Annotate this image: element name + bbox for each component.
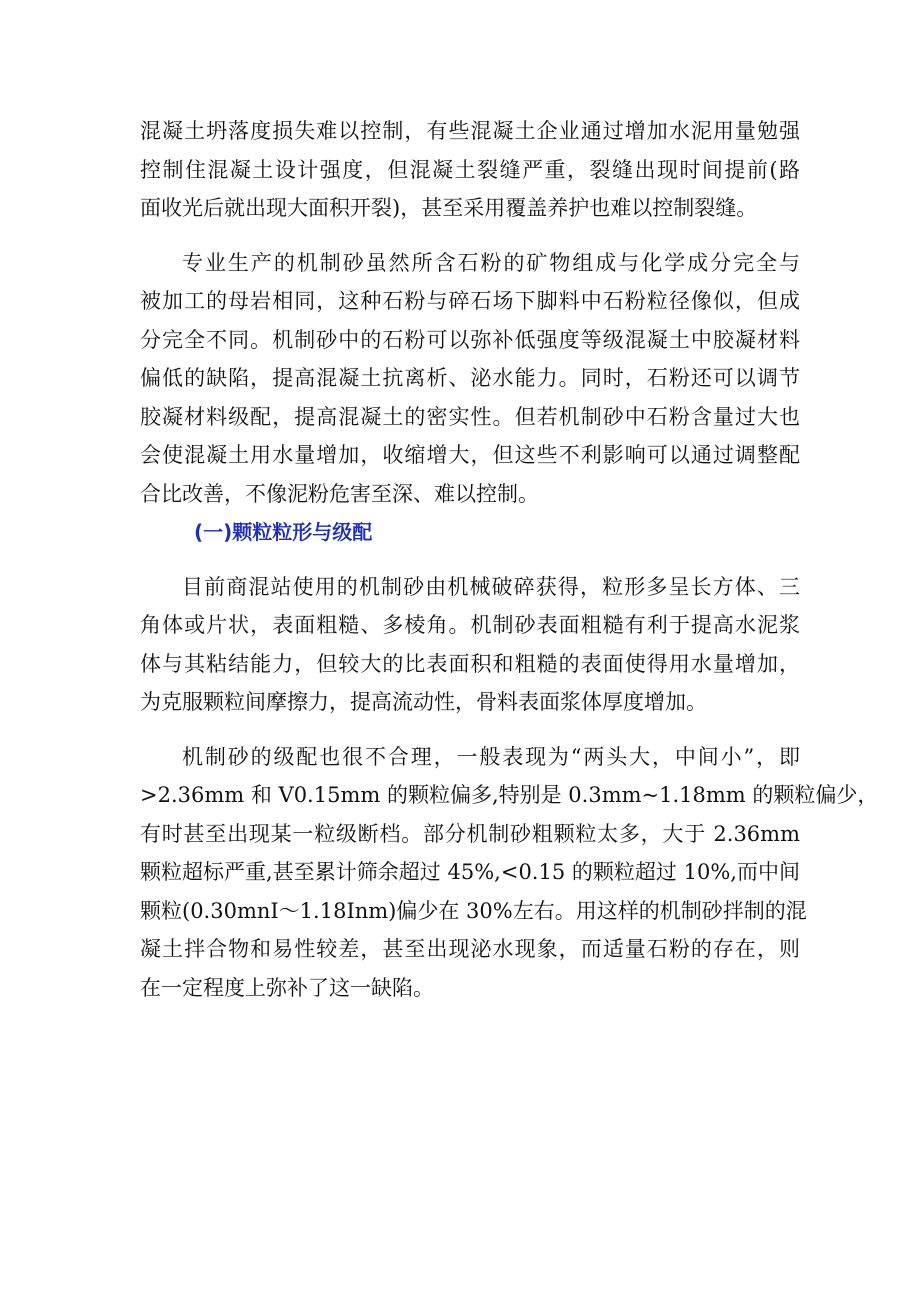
paragraph-slump-cracking xyxy=(140,112,800,228)
text-line: 面收光后就出现大面积开裂)，甚至采用覆盖养护也难以控制裂缝。 xyxy=(140,196,758,220)
text-line: 目前商混站使用的机制砂由机械破碎获得，粒形多呈长方体、三 xyxy=(182,574,800,599)
document-body xyxy=(140,112,879,1007)
text-line: 被加工的母岩相同，这种石粉与碎石场下脚料中石粉粒径像似，但成 xyxy=(140,289,800,313)
text-line: 体与其粘结能力，但较大的比表面积和粗糙的表面使得用水量增加， xyxy=(140,651,800,676)
text-line: 颗粒(0.30mnI～1.18Inm)偏少在 30%左右。用这样的机制砂拌制的混 xyxy=(140,898,807,923)
text-line: 分完全不同。机制砂中的石粉可以弥补低强度等级混凝土中胶凝材料 xyxy=(140,327,800,352)
text-line: 混凝土坍落度损失难以控制，有些混凝土企业通过增加水泥用量勉强 xyxy=(140,119,800,143)
paragraph-stone-powder xyxy=(140,244,800,514)
text-line: 胶凝材料级配，提高混凝土的密实性。但若机制砂中石粉含量过大也 xyxy=(140,404,800,429)
paragraph-gradation xyxy=(140,738,879,1008)
text-line: 专业生产的机制砂虽然所含石粉的矿物组成与化学成分完全与 xyxy=(182,250,800,275)
text-line: 机制砂的级配也很不合理，一般表现为“两头大，中间小”，即 xyxy=(182,744,800,769)
section-heading: (一)颗粒粒形与级配 xyxy=(194,520,373,544)
text-line: 在一定程度上弥补了这一缺陷。 xyxy=(140,975,434,1000)
text-line: 合比改善，不像泥粉危害至深、难以控制。 xyxy=(140,481,539,506)
text-line: 角体或片状，表面粗糙、多棱角。机制砂表面粗糙有利于提高水泥浆 xyxy=(140,613,800,637)
text-line: 控制住混凝土设计强度，但混凝土裂缝严重，裂缝出现时间提前(路 xyxy=(140,157,800,182)
text-line: 颗粒超标严重,甚至累计筛余超过 45%,<0.15 的颗粒超过 10%,而中间 xyxy=(140,860,800,884)
text-line: 为克服颗粒间摩擦力，提高流动性，骨料表面浆体厚度增加。 xyxy=(140,690,707,714)
paragraph-particle-shape xyxy=(140,568,800,722)
text-line: 凝土拌合物和易性较差，甚至出现泌水现象，而适量石粉的存在，则 xyxy=(140,937,800,961)
text-line: 会使混凝土用水量增加，收缩增大，但这些不利影响可以通过调整配 xyxy=(140,443,800,467)
text-line: 偏低的缺陷，提高混凝土抗离析、泌水能力。同时，石粉还可以调节 xyxy=(140,366,800,390)
text-line: 有时甚至出现某一粒级断档。部分机制砂粗颗粒太多，大于 2.36mm xyxy=(140,821,800,846)
text-line: >2.36mm 和 V0.15mm 的颗粒偏多,特别是 0.3mm~1.18mm 的颗粒偏少， xyxy=(140,783,879,807)
